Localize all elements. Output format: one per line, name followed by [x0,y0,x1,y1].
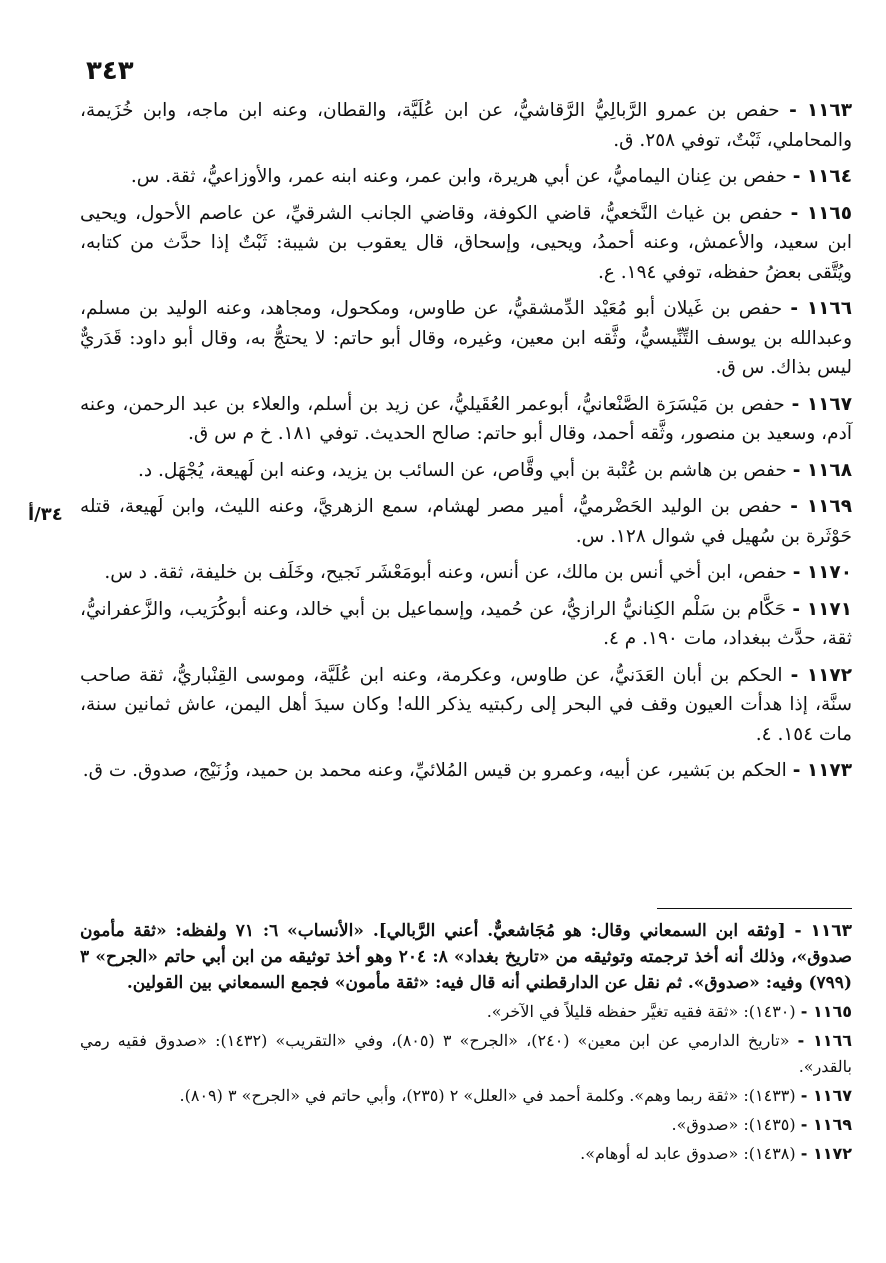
manuscript-folio-note: ٣٤/أ [28,504,63,525]
footnote-1166 [80,1028,852,1080]
entry-number: ١١٧٢ - [790,664,852,686]
footnote-number: ١١٦٦ - [797,1031,852,1050]
entry-number: ١١٧١ - [792,598,853,620]
entry-number: ١١٦٨ - [792,459,852,481]
page-number: ٣٤٣ [86,56,134,86]
entry-number: ١١٦٦ - [790,298,852,319]
entry-text: حفص، ابن أخي أنس بن مالك، عن أنس، وعنه أبومَعْشَر نَجيح، وخَلَف بن خليفة، ثقة. د س. [104,562,787,583]
entry-text: حَكَّام بن سَلْم الكِنانيُّ الرازيُّ، عن حُميد، وإسماعيل بن أبي خالد، وعنه أبوكُرَيب، والزَّعفرانيُّ، ثقة، حدَّث ببغداد، مات ١٩٠. م ٤. [80,598,852,649]
footnote-number: ١١٧٢ - [800,1144,852,1163]
entry-number: ١١٦٥ - [790,202,853,224]
footnote-number: ١١٦٧ - [800,1086,852,1105]
footnote-text: (١٤٣٣): «ثقة ربما وهم». وكلمة أحمد في «العلل» ٢ (٢٣٥)، وأبي حاتم في «الجرح» ٣ (٨٠٩). [179,1086,796,1105]
entry-number: ١١٧٣ - [792,760,852,781]
entry-1169 [80,492,852,551]
entry-1172 [80,661,852,750]
entry-text: الحكم بن بَشير، عن أبيه، وعمرو بن قيس المُلائيِّ، وعنه محمد بن حميد، وزُنَيْج، صدوق. ت ق. [82,760,787,781]
footnote-number: ١١٦٣ - [794,921,853,941]
entry-text: حفص بن هاشم بن عُتْبة بن أبي وقَّاص، عن السائب بن يزيد، وعنه ابن لَهيعة، يُجْهَل. د. [137,459,787,481]
entry-number: ١١٦٣ - [789,100,852,121]
footnote-text: «تاريخ الدارمي عن ابن معين» (٢٤٠)، «الجرح» ٣ (٨٠٥)، وفي «التقريب» (١٤٣٢): «صدوق فقيه رمي بالقدر». [80,1031,852,1076]
entry-text: الحكم بن أبان العَدَنيُّ، عن طاوس، وعكرمة، وعنه ابن عُلَيَّة، وموسى القِنْباريُّ، ثقة صاحب سنَّة، إذا هدأت العيون وقف في البحر إلى ركبتيه يذكر الله! وكان سيدَ أهل اليمن، عاش ثمانين سنة، مات ١٥٤. ٤. [80,664,852,745]
entry-number: ١١٦٧ - [791,393,853,415]
entry-text: حفص بن مَيْسَرَة الصَّنْعانيُّ، أبوعمر العُقَيليُّ، عن زيد بن أسلم، والعلاء بن عبد الرحمن، وعنه آدم، وسعيد بن منصور، وثَّقه أحمد، وقال أبو حاتم: صالح الحديث. توفي ١٨١. خ م س ق. [80,393,852,444]
entry-1166 [80,294,852,383]
footnote-number: ١١٦٩ - [800,1115,852,1134]
entry-1171 [80,595,852,654]
footnote-text: (١٤٣٨): «صدوق عابد له أوهام». [580,1144,796,1163]
footnote-text: (١٤٣٠): «ثقة فقيه تغيَّر حفظه قليلاً في الآخر». [486,1002,796,1021]
footnote-1163 [80,918,852,996]
footnote-divider [657,908,852,909]
entry-1165 [80,199,852,288]
entry-1173 [80,756,852,786]
entry-1164 [80,162,852,192]
entry-1163 [80,96,852,155]
entry-number: ١١٧٠ - [792,562,852,583]
biography-entries [80,96,852,793]
entry-text: حفص بن غَيلان أبو مُعَيْد الدِّمشقيُّ، عن طاوس، ومكحول، ومجاهد، وعنه الوليد بن مسلم، وعبدالله بن يوسف التِّنِّيسيُّ، وثَّقه ابن معين، وغيره، وقال أبو حاتم: لا يحتجُّ به، وقال أبو داود: قَدَريٌّ ليس بذاك. س ق. [80,298,852,378]
footnote-1165 [80,999,852,1025]
footnote-1172 [80,1141,852,1167]
entry-text: حفص بن عمرو الرَّبالِيُّ الرَّقاشيُّ، عن ابن عُلَيَّة، والقطان، وعنه ابن ماجه، وابن خُزَيمة، والمحاملي، ثَبْتٌ، توفي ٢٥٨. ق. [80,100,852,151]
footnote-text: (١٤٣٥): «صدوق». [671,1115,796,1134]
entry-text: حفص بن عِنان اليماميُّ، عن أبي هريرة، وابن عمر، وعنه ابنه عمر، والأوزاعيُّ، ثقة. س. [130,166,787,187]
footnote-1169 [80,1112,852,1138]
entry-1168 [80,456,852,486]
footnote-text: [وثقه ابن السمعاني وقال: هو مُجَاشعيٌّ. أعني الرَّبالي]. «الأنساب» ٦: ٧١ ولفظه: «ثقة مأمون صدوق»، وذلك أنه أخذ ترجمته وتوثيقه من «تاريخ بغداد» ٨: ٢٠٤ وهو أخذ توثيقه من ابن أبي حاتم «الجرح» ٣ (٧٩٩) وفيه: «صدوق». ثم نقل عن الدارقطني أنه قال فيه: «ثقة مأمون» فجمع السمعاني بين القولين. [80,921,852,993]
footnotes [80,918,852,1170]
footnote-1167 [80,1083,852,1109]
entry-text: حفص بن غياث النَّخعيُّ، قاضي الكوفة، وقاضي الجانب الشرقيِّ، عن عاصم الأحول، ويحيى ابن سعيد، والأعمش، وعنه أحمدُ، ويحيى، وإسحاق، قال يعقوب بن شيبة: ثَبْتٌ إذا حدَّث من كتابه، ويُتَّقى بعضُ حفظه، توفي ١٩٤. ع. [80,202,852,283]
entry-1167 [80,390,852,449]
entry-number: ١١٦٤ - [792,166,852,187]
footnote-number: ١١٦٥ - [800,1002,852,1021]
entry-number: ١١٦٩ - [790,496,852,517]
entry-1170 [80,558,852,588]
entry-text: حفص بن الوليد الحَضْرميُّ، أمير مصر لهشام، سمع الزهريَّ، وعنه الليث، وابن لَهيعة، قتله حَوْثَرة بن سُهيل في شوال ١٢٨. س. [80,496,852,547]
